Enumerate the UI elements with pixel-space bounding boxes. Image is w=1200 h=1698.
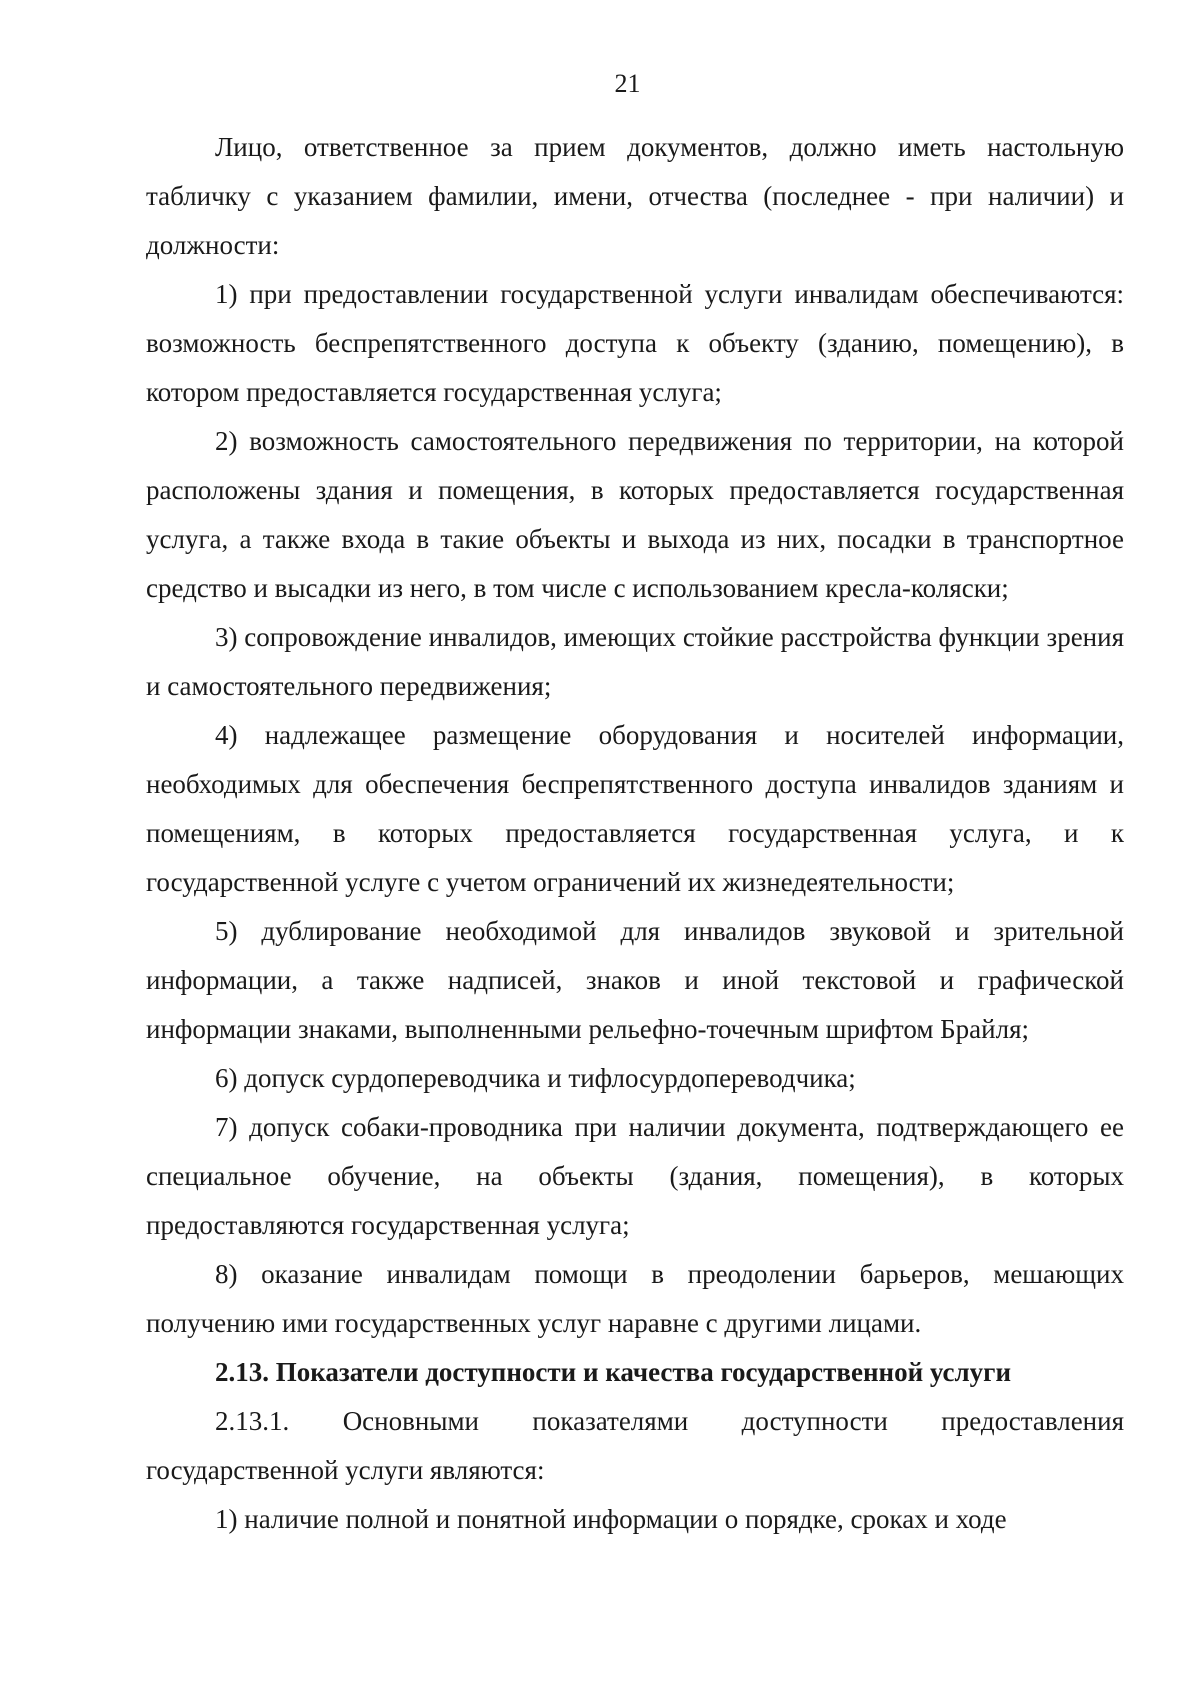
- document-body: [146, 123, 1124, 1544]
- paragraph-item-4-equipment: 4) надлежащее размещение оборудования и носителей информации, необходимых для обеспечения беспрепятственного доступа инвалидов зданиям и помещениям, в которых предоставляется государственная услуга, и к государственной услуге с учетом ограничений их жизнедеятельности;: [146, 720, 1124, 897]
- paragraph-2-13-1: 2.13.1. Основными показателями доступности предоставления государственной услуги являются:: [146, 1406, 1124, 1485]
- paragraph-item-3-escort: 3) сопровождение инвалидов, имеющих стойкие расстройства функции зрения и самостоятельного передвижения;: [146, 622, 1124, 701]
- paragraph-item-7-guide-dog: 7) допуск собаки-проводника при наличии документа, подтверждающего ее специальное обучение, на объекты (здания, помещения), в которых предоставляются государственная услуга;: [146, 1112, 1124, 1240]
- section-heading: 2.13. Показатели доступности и качества государственной услуги: [215, 1357, 1011, 1387]
- paragraph-item-2-movement: 2) возможность самостоятельного передвижения по территории, на которой расположены здания и помещения, в которых предоставляется государственная услуга, а также входа в такие объекты и выхода из них, посадки в транспортное средство и высадки из него, в том числе с использованием кресла-коляски;: [146, 426, 1124, 603]
- paragraph-desk-sign: Лицо, ответственное за прием документов, должно иметь настольную табличку с указанием фамилии, имени, отчества (последнее - при наличии) и должности:: [146, 132, 1124, 260]
- paragraph-item-6-interpreter: 6) допуск сурдопереводчика и тифлосурдопереводчика;: [215, 1063, 856, 1093]
- paragraph-item-1-access: 1) при предоставлении государственной услуги инвалидам обеспечиваются: возможность беспрепятственного доступа к объекту (зданию, помещению), в котором предоставляется государственная услуга;: [146, 279, 1124, 407]
- paragraph-indicator-1: 1) наличие полной и понятной информации о порядке, сроках и ходе: [215, 1504, 1007, 1534]
- paragraph-item-5-duplication: 5) дублирование необходимой для инвалидов звуковой и зрительной информации, а также надписей, знаков и иной текстовой и графической информации знаками, выполненными рельефно-точечным шрифтом Брайля;: [146, 916, 1124, 1044]
- paragraph-item-8-assistance: 8) оказание инвалидам помощи в преодолении барьеров, мешающих получению ими государственных услуг наравне с другими лицами.: [146, 1259, 1124, 1338]
- page-number: 21: [614, 69, 641, 98]
